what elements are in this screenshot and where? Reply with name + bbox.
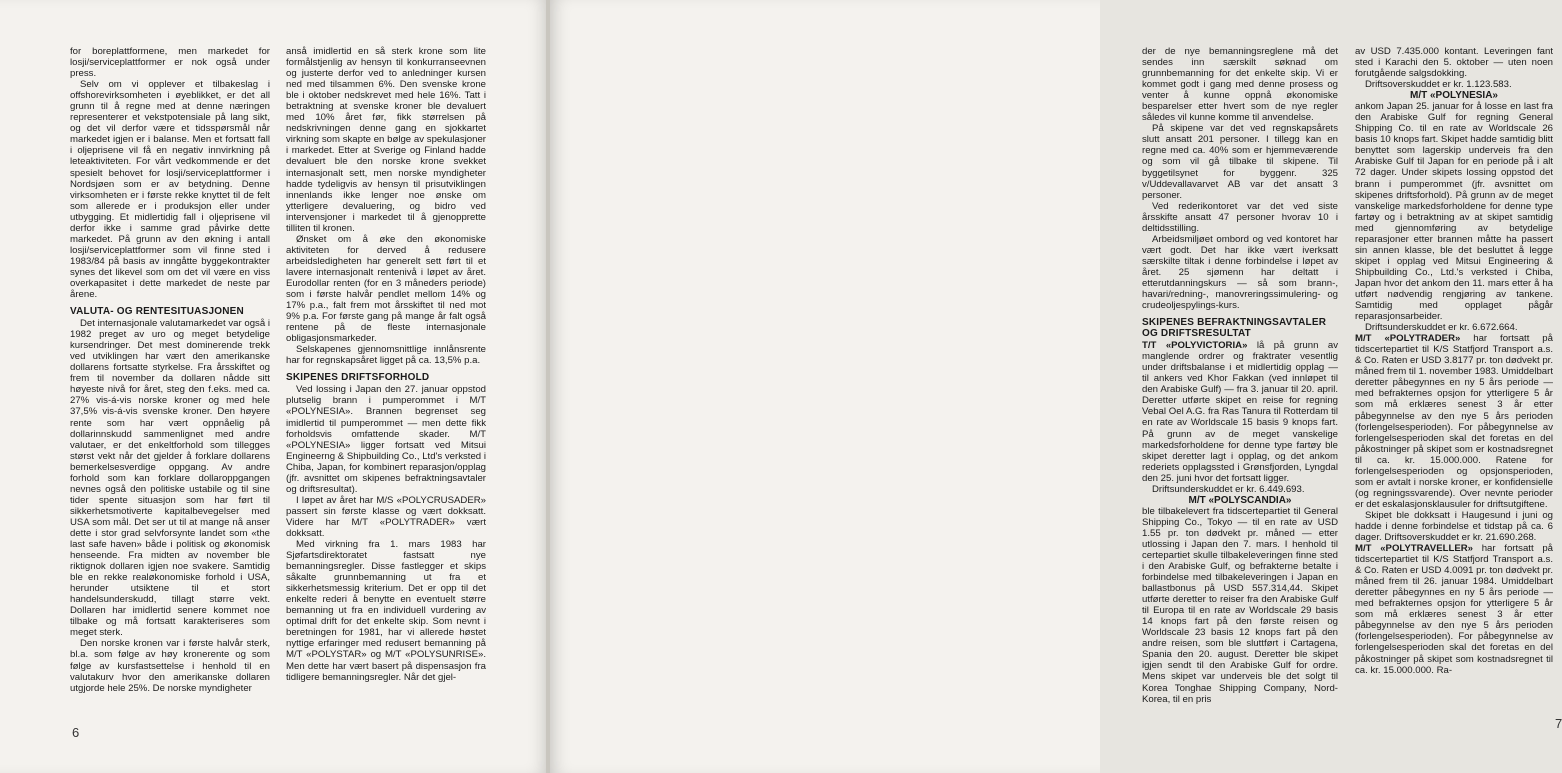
paragraph: På skipene var det ved regnskapsårets slutt ansatt 201 personer. I tillegg kan en regne med ca. 40% som er hjemmeværende og som vil gå tilbake til skipene. Til byggetilsynet for byggenr. 325 v/Uddevallavarvet AB var det ansatt 3 personer.: [1142, 123, 1338, 201]
ship-name-polytrader: M/T «POLYTRADER»: [1355, 333, 1461, 345]
paragraph: Driftsunderskuddet er kr. 6.672.664.: [1365, 322, 1518, 334]
paragraph: av USD 7.435.000 kontant. Leveringen fant sted i Karachi den 5. oktober — uten noen forutgående salgsdokking.: [1355, 46, 1553, 80]
paragraph: Ønsket om å øke den økonomiske aktiviteten for derved å redusere arbeidsledigheten har generelt sett ført til et lavere internasjonalt rentenivå i løpet av året. Eurodollar renten (for en 3 måneders periode) som i første halvår pendlet mellom 14% og 17% p.a., falt frem mot årsskiftet til ned mot 9% p.a. For første gang på mange år falt også rentene på de fleste internasjonale obligasjonsmarkeder.: [286, 233, 486, 345]
left-page: [0, 0, 548, 773]
paragraph-polytrader: [1355, 333, 1553, 510]
paragraph: Skipet ble dokksatt i Haugesund i juni og hadde i denne forbindelse et tidstap på ca. 6 dager. Driftsoverskuddet er kr. 21.690.268.: [1355, 509, 1553, 544]
left-page-column-1: [70, 46, 270, 746]
section-heading-valuta: VALUTA- OG RENTESITUASJONEN: [70, 306, 244, 318]
section-heading-befraktning: SKIPENES BEFRAKTNINGSAVTALER OG DRIFTSRESULTAT: [1142, 317, 1327, 340]
paragraph: for boreplattformene, men markedet for losji/serviceplattformer er nok også under press.: [70, 46, 270, 80]
page-number-left: 6: [72, 725, 80, 740]
paragraph: Selskapenes gjennomsnittlige innlånsrente har for regnskapsåret ligget på ca. 13,5% p.a.: [286, 344, 486, 367]
left-page-column-2: [286, 46, 486, 746]
paragraph-text: har fortsatt på tidscertepartiet til K/S Statfjord Transport a.s. & Co. Raten er USD 3.8177 pr. ton dødvekt pr. måned frem til 1. november 1983. Umiddelbart deretter påbegynnes en ny 5 års periode — med befrakternes opsjon for ytterligere 5 år som må erklæres senest 3 år etter påbegynnelse av den nye 5 års perioden (forlengelsesperioden). For påbegynnelse av forlengelsesperioden skal det foretas en del påkostninger på skipet som er kostnadsregnet til ca. kr. 15.000.000. Ratene for forlengelsesperioden og opsjonsperioden, som er avtalt i norske kroner, er konfidensielle (og regningssvarende). Over nevnte perioder er det eskalasjonsklausuler for driftsutgiftene.: [1355, 333, 1553, 510]
paragraph: Driftsunderskuddet er kr. 6.449.693.: [1152, 483, 1305, 495]
ship-name-polyvictoria: T/T «POLYVICTORIA»: [1142, 340, 1248, 352]
right-page-column-2: [1355, 46, 1553, 746]
page-number-right: 7: [1555, 716, 1562, 731]
right-page: [550, 0, 1562, 773]
paragraph-polytraveller: [1355, 543, 1553, 676]
paragraph: Med virkning fra 1. mars 1983 har Sjøfartsdirektoratet fastsatt nye bemanningsregler. Disse fastlegger et skips såkalte grunnbemanning ut fra et sikkerhetsmessig kriterium. Det er opp til det enkelte rederi å benytte en eventuelt større bemanning ut fra en individuell vurdering av optimal drift for det enkelte skip. Som nevnt i beretningen for 1981, har vi allerede høstet nyttige erfaringer med redusert bemanning på M/T «POLYSTAR» og M/T «POLYSUNRISE». Men dette har vært basert på dispensasjon fra tidligere bemanningsregler. Når det gjel-: [286, 539, 486, 683]
paragraph: Selv om vi opplever et tilbakeslag i offshorevirksomheten i øyeblikket, er det all grunn til å regne med at denne næringen representerer et vekstpotensiale på lang sikt, og det vil derfor være et tidsspørsmål når markedet igjen er i balanse. Men et fortsatt fall i oljeprisene vil få en negativ innvirkning på leteaktiviteten. For vårt vedkommende er det spesielt behovet for losji/serviceplattformer i Nordsjøen som er av betydning. Denne virksomheten er i første rekke knyttet til de felt som allerede er i produksjon eller under utbygging. Et midlertidig fall i oljeprisene vil derfor ikke i samme grad påvirke dette markedet. På grunn av den økning i antall losji/serviceplattformer som vil finne sted i 1983/84 på basis av inngåtte byggekontrakter synes det likevel som om det vil være en viss overkapasitet i dette markedet de neste par årene.: [70, 79, 270, 301]
paragraph: Arbeidsmiljøet ombord og ved kontoret har vært godt. Det har ikke vært iverksatt særskilte tiltak i denne forbindelse i løpet av året. 25 sjømenn har deltatt i etterutdanningskurs — så som brann-, havari/redning-, manovreringssimulering- og crudeoljespylings-kurs.: [1142, 233, 1338, 312]
paragraph: ankom Japan 25. januar for å losse en last fra den Arabiske Gulf for regning General Shipping Co. til en rate av Worldscale 26 basis 10 knops fart. Skipet hadde samtidig blitt benyttet som lagerskip underveis fra den Arabiske Gulf til Japan for en periode på i alt 72 dager. Under skipets lossing oppstod det brann i pumperommet (jfr. avsnittet om skipenes driftsforhold). På grunn av de meget vanskelige markedsforholdene for denne type fartøy og i betraktning av at skipet samtidig med gjennomføring av betydelige reparasjoner etter brannen måtte ha passert sin annen klasse, ble det besluttet å legge skipet i opplag ved Mitsui Engineering & Shipbuilding Co., Ltd.'s verksted i Chiba, Japan hvor det ankom den 11. mars etter å ha utført nødvendig rengjøring av tankene. Samtidig med opplaget pågår reparasjonsarbeider.: [1355, 101, 1553, 323]
paragraph: der de nye bemanningsreglene må det sendes inn særskilt søknad om grunnbemanning for det enkelte skip. Vi er kommet godt i gang med denne prosess og venter å kunne oppnå økonomiske besparelser etter hvert som de nye regler således vil kunne komme til anvendelse.: [1142, 46, 1338, 124]
paragraph-text: har fortsatt på tidscertepartiet til K/S Statfjord Transport a.s. & Co. Raten er USD 4.0091 pr. ton dødvekt pr. måned frem til 26. januar 1984. Umiddelbart deretter påbegynnes en ny 5 års periode — med befrakternes opsjon for ytterligere 5 år som må erklæres senest 3 år etter påbegynnelse av den nye 5 års perioden (forlengelsesperioden). For påbegynnelse av forlengelsesperioden skal det foretas en del påkostninger på skipet som kostnadsregnet til ca. kr. 15.000.000. Ra-: [1355, 543, 1553, 676]
ship-name-polyscandia: M/T «POLYSCANDIA»: [1188, 494, 1292, 506]
paragraph: Det internasjonale valutamarkedet var også i 1982 preget av uro og meget betydelige kursendringer. Det mest dominerende trekk ved utviklingen har vært den amerikanske dollarens fortsatte styrkelse. Fra årsskiftet og frem til november da dollaren nådde sitt høyeste nivå for året, steg den f.eks. med ca. 27% vis-á-vis norske kroner og med hele 37,5% vis-á-vis svenske kroner. Den høyere rente som har vært oppnåelig på dollarinnskudd sammenlignet med andre valutaer, er det enkeltforhold som tillegges størst vekt når det gjelder å forklare dollarens bemerkelsesverdige oppgang. Av andre forhold som kan forklare dollaroppgangen nevnes også den politiske ustabile og til sine tider spente situasjon som har ført til sikkerhetsmotiverte kapitalbevegelser med USA som mål. Det ser ut til at mange nå anser dette i stor grad selvforsynte landet som «the last safe haven» både i politisk og økonomisk henseende. Fra midten av november ble riktignok dollaren igjen noe svakere. Samtidig ble en rekke realøkonomiske forhold i USA, herunder utsiktene til et stort handelsunderskudd, tillagt større vekt. Dollaren har imidlertid senere kommet noe tilbake og må fortsatt karakteriseres som meget sterk.: [70, 318, 270, 639]
ship-name-polynesia: M/T «POLYNESIA»: [1410, 90, 1498, 102]
section-heading-driftsforhold: SKIPENES DRIFTSFORHOLD: [286, 372, 430, 384]
paragraph: Ved rederikontoret var det ved siste årsskifte ansatt 47 personer hvorav 10 i deltidsstilling.: [1142, 200, 1338, 234]
paragraph: anså imidlertid en så sterk krone som lite formålstjenlig av hensyn til konkurranseevnen og justerte derfor ved to anledninger kursen ned med tilsammen 6%. Den svenske krone ble i oktober nedskrevet med hele 16%. Tatt i betraktning at svenske kroner ble devaluert med 10% året før, fikk størrelsen på nedskrivningen denne gang en sjokkartet virkning som skapte en bølge av spekulasjoner i markedet. Etter at Sverige og Finland hadde devaluert ble den norske krone svekket internasjonalt sett, men norske myndigheter hadde tydeligvis av hensyn til prisutviklingen innenlands ikke lenger noe ønske om ytterligere devaluering, og bidro ved intervensjoner i markedet til å gjenopprette tilliten til kronen.: [286, 46, 486, 234]
paragraph: Den norske kronen var i første halvår sterk, bl.a. som følge av høy kronerente og som følge av kursfastsettelse i henhold til en valutakurv hvor den amerikanske dollaren utgjorde hele 25%. De norske myndigheter: [70, 638, 270, 694]
paragraph: Driftsoverskuddet er kr. 1.123.583.: [1365, 79, 1512, 91]
right-page-column-1: [1142, 46, 1338, 746]
ship-name-polytraveller: M/T «POLYTRAVELLER»: [1355, 543, 1473, 555]
paragraph: ble tilbakelevert fra tidscertepartiet til General Shipping Co., Tokyo — til en rate av USD 1.55 pr. ton dødvekt pr. måned — etter utlossing i Japan den 7. mars. I henhold til certepartiet skulle tilbakeleveringen finne sted i den Arabiske Gulf, og befrakterne betalte i forbindelse med tilbakeleveringen i Japan en ballastbonus på USD 557.314,44. Skipet utførte deretter to reiser fra den Arabiske Gulf til Europa til en rate av Worldscale 29 basis 14 knops fart på den første reisen og Worldscale 23 basis 12 knops fart på den andre reisen, som ble sluttført i Cartagena, Spania den 20. august. Deretter ble skipet igjen sendt til den Arabiske Gulf for ordre. Mens skipet var underveis ble det solgt til Korea Tonghae Shipping Company, Nord-Korea, til en pris: [1142, 505, 1338, 705]
paragraph-polyvictoria: [1142, 340, 1338, 484]
paragraph-text: lå på grunn av manglende ordrer og fraktrater vesentlig under driftsbalanse i et midlertidig opplag — til ankers ved Khor Fakkan (ved innløpet til den Arabiske Gulf) — fra 3. januar til 20. april. Deretter utførte skipet en reise for regning Vebal Oel A.G. fra Ras Tanura til Rotterdam til en rate av Worldscale 15 basis 9 knops fart. På grunn av de meget vanskelige markedsforholdene for denne type fartøy ble skipet deretter lagt i opplag, og det ankom rederiets opplagssted i Grønsfjorden, Lyngdal den 25. juni hvor det fortsatt ligger.: [1142, 340, 1338, 484]
paragraph: I løpet av året har M/S «POLYCRUSADER» passert sin første klasse og vært dokksatt. Videre har M/T «POLYTRADER» vært dokksatt.: [286, 494, 486, 539]
paragraph: Ved lossing i Japan den 27. januar oppstod plutselig brann i pumperommet i M/T «POLYNESIA». Brannen begrenset seg imidlertid til pumperommet — men dette fikk forholdsvis omfattende skader. M/T «POLYNESIA» ligger fortsatt ved Mitsui Engineerng & Shipbuilding Co., Ltd's verksted i Chiba, Japan, for kombinert reparasjon/opplag (jfr. avsnittet om skipenes befraktningsavtaler og driftsresultat).: [286, 384, 486, 495]
